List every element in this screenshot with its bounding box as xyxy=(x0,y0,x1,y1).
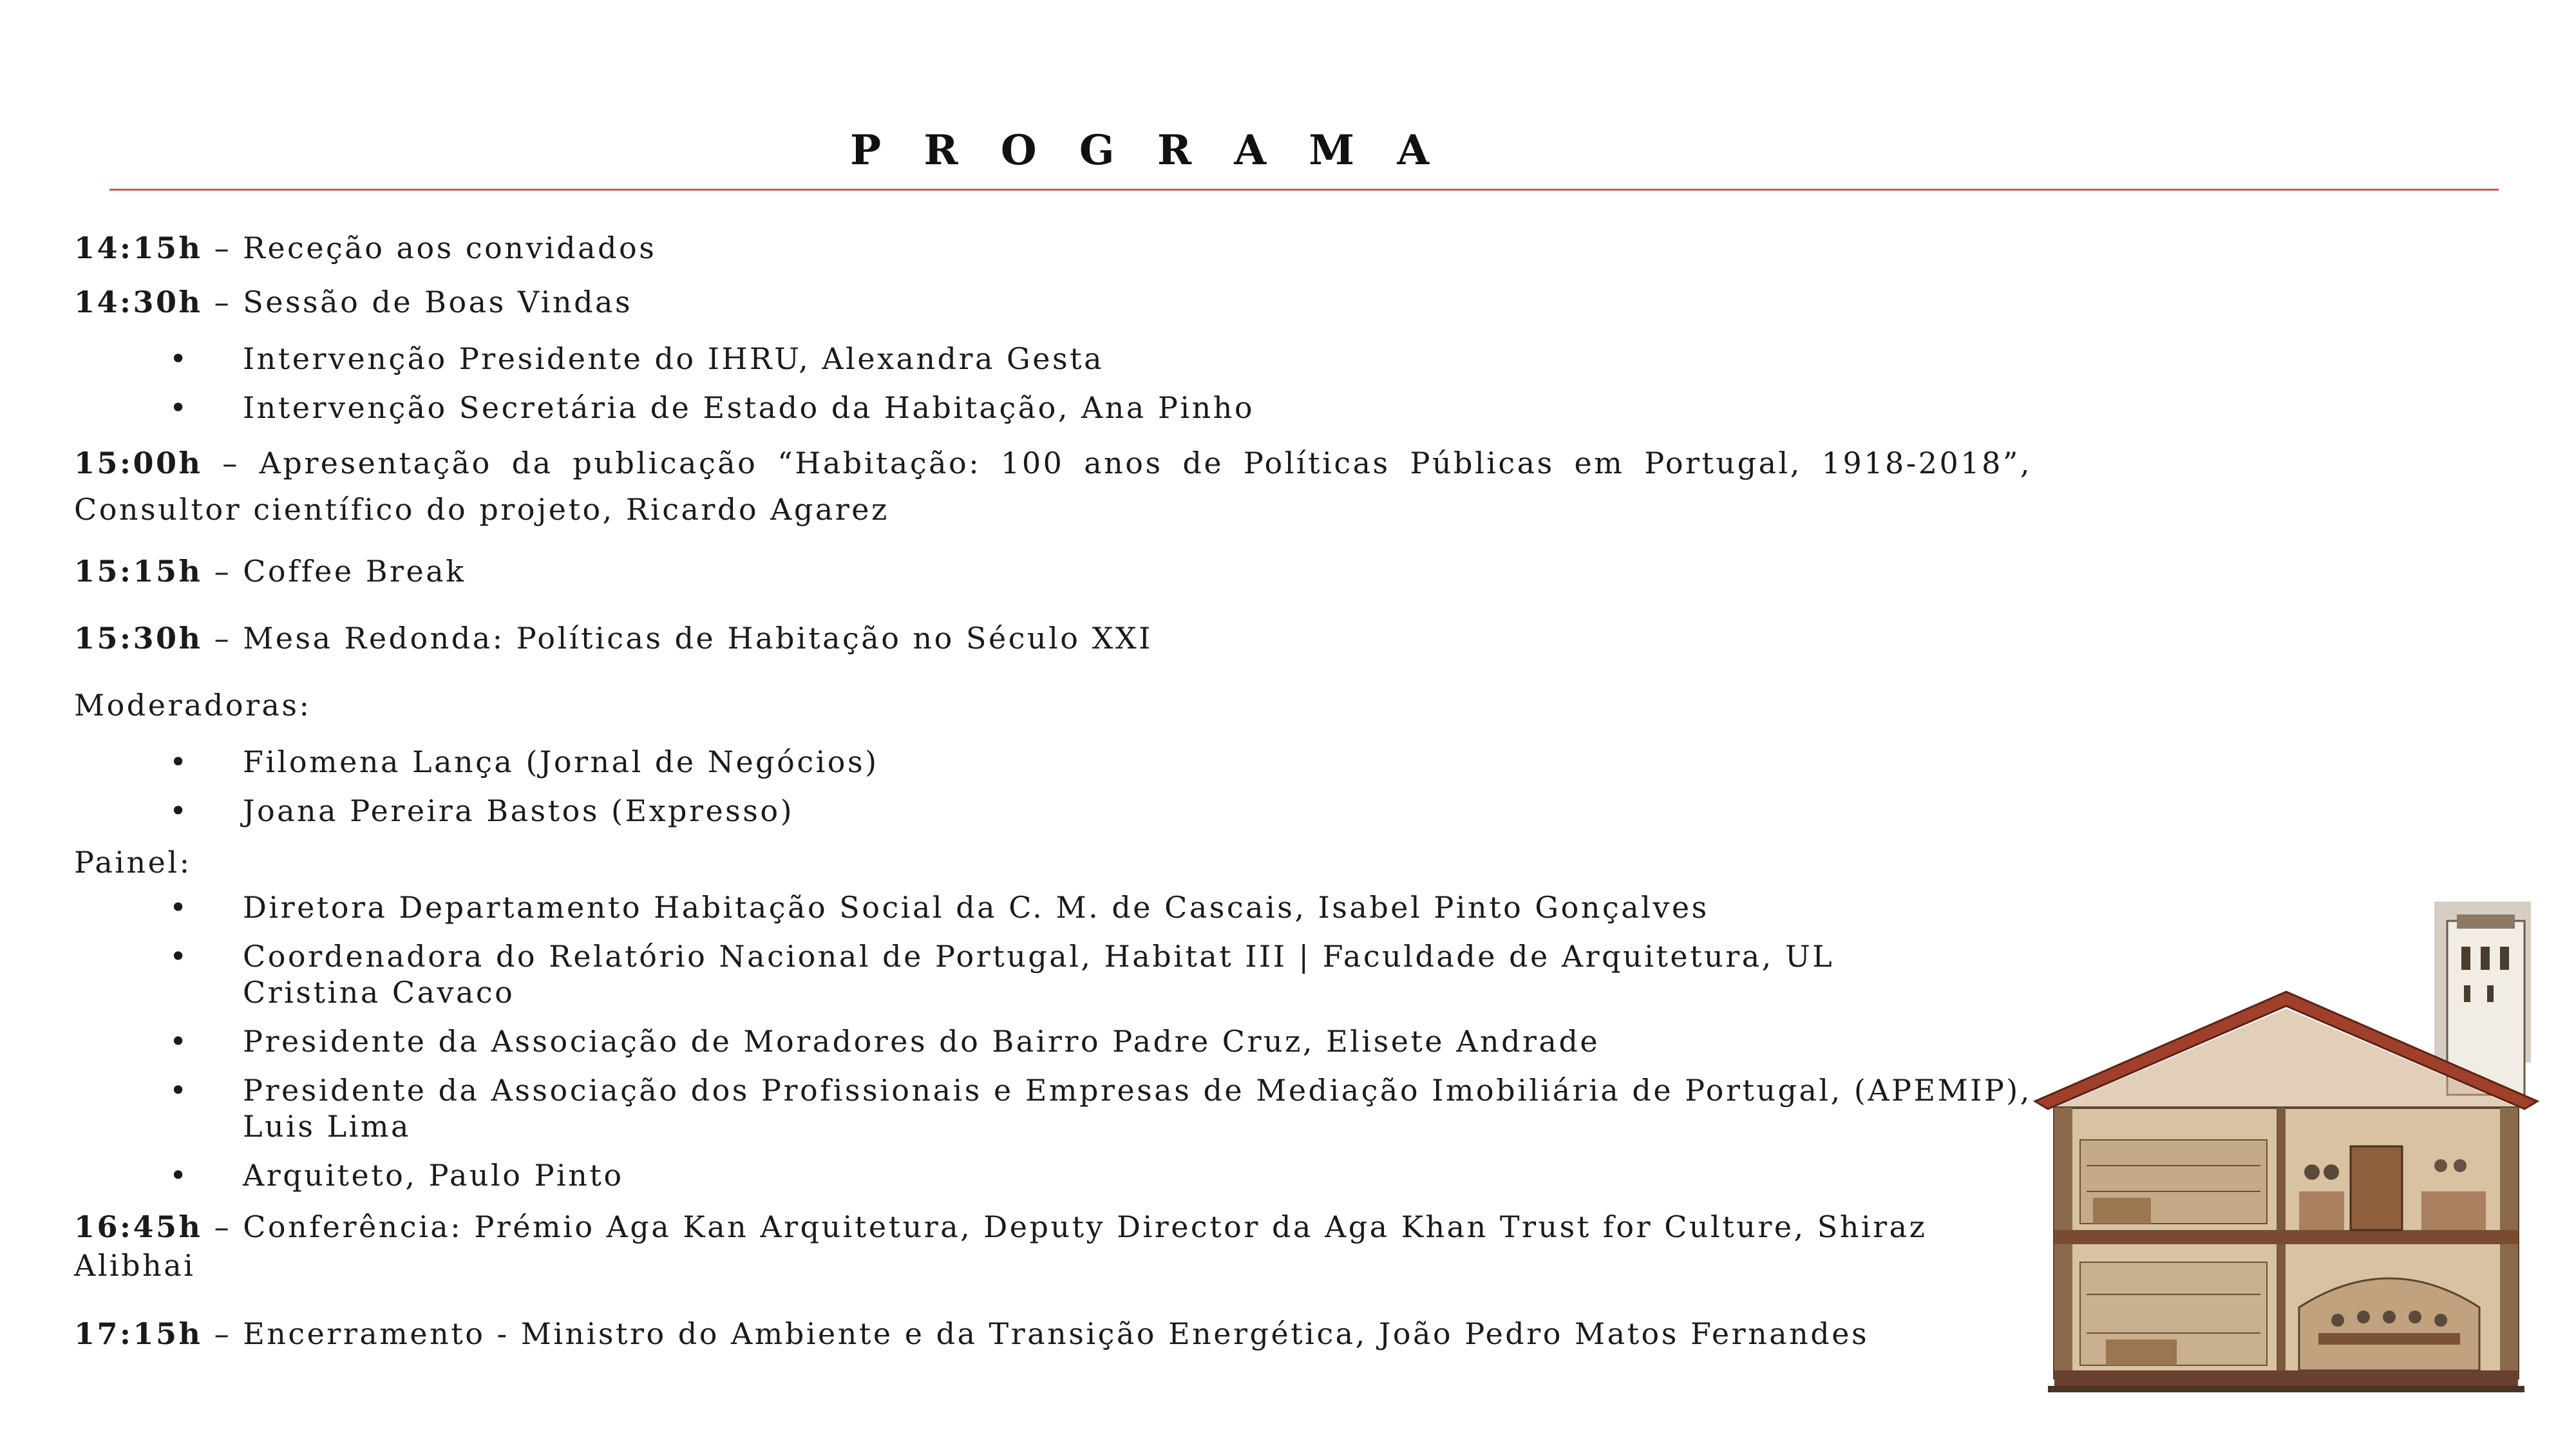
item-time: 16:45h xyxy=(74,1209,203,1244)
list-item: • Intervenção Presidente do IHRU, Alexandra Gesta xyxy=(74,341,2032,377)
house-section-illustration xyxy=(2029,889,2576,1410)
welcome-speakers xyxy=(74,341,2032,426)
panel-label: Painel: xyxy=(74,845,192,880)
programme-item-1530 xyxy=(74,619,2032,658)
item-time: 15:00h xyxy=(74,446,203,480)
panel-list xyxy=(74,889,2032,1193)
list-item: • Intervenção Secretária de Estado da Habitação, Ana Pinho xyxy=(74,390,2032,426)
moderators-label: Moderadoras: xyxy=(74,688,312,723)
programme-item-1715 xyxy=(74,1314,2032,1353)
list-item: • Coordenadora do Relatório Nacional de Portugal, Habitat III | Faculdade de Arquitetura, UL Cristina Cavaco xyxy=(74,938,2032,1010)
list-item: • Joana Pereira Bastos (Expresso) xyxy=(74,793,2032,829)
item-text: Apresentação da publicação “Habitação: 100 anos de Políticas Públicas em Portugal, 1918-2018”, Consultor científico do projeto, Ricardo Agarez xyxy=(74,446,2032,527)
item-sep: – xyxy=(202,1316,243,1351)
item-time: 15:15h xyxy=(74,554,203,589)
list-item: • Diretora Departamento Habitação Social da C. M. de Cascais, Isabel Pinto Gonçalves xyxy=(74,889,2032,925)
item-time: 17:15h xyxy=(74,1316,203,1351)
programme-item-1415 xyxy=(74,229,2032,267)
item-text: Conferência: Prémio Aga Kan Arquitetura, Deputy Director da Aga Khan Trust for Culture, Shiraz Alibhai xyxy=(74,1209,1927,1283)
programme-item-1645 xyxy=(74,1208,2032,1285)
item-time: 14:30h xyxy=(74,285,203,319)
item-sep: – xyxy=(202,231,243,265)
item-sep: – xyxy=(202,446,260,480)
list-item: • Presidente da Associação dos Profissionais e Empresas de Mediação Imobiliária de Portugal, (APEMIP), Luis Lima xyxy=(74,1072,2032,1144)
item-time: 14:15h xyxy=(74,231,203,265)
list-item: • Arquiteto, Paulo Pinto xyxy=(74,1157,2032,1193)
list-item: • Filomena Lança (Jornal de Negócios) xyxy=(74,744,2032,780)
item-time: 15:30h xyxy=(74,621,203,656)
item-text: Mesa Redonda: Políticas de Habitação no Século XXI xyxy=(243,621,1153,656)
item-text: Encerramento - Ministro do Ambiente e da Transição Energética, João Pedro Matos Fernandes xyxy=(243,1316,1870,1351)
item-sep: – xyxy=(202,285,243,319)
item-sep: – xyxy=(202,621,243,656)
moderators-list xyxy=(74,744,2032,829)
item-sep: – xyxy=(202,554,243,589)
programme-item-1515 xyxy=(74,552,2032,591)
item-text: Coffee Break xyxy=(243,554,466,589)
programme-item-1430 xyxy=(74,283,2032,321)
programme-item-1500 xyxy=(74,440,2032,533)
title-divider xyxy=(109,189,2499,191)
programme-list xyxy=(74,229,2032,1381)
item-sep: – xyxy=(202,1209,243,1244)
list-item: • Presidente da Associação de Moradores do Bairro Padre Cruz, Elisete Andrade xyxy=(74,1023,2032,1059)
page-title: P R O G R A M A xyxy=(850,126,1444,175)
item-text: Sessão de Boas Vindas xyxy=(243,285,633,319)
item-text: Receção aos convidados xyxy=(243,231,657,265)
